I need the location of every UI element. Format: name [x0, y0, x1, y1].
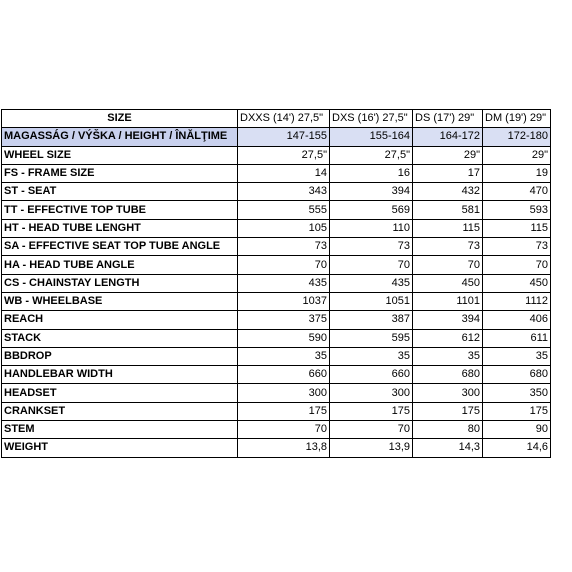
table-row — [2, 274, 551, 292]
cell-value: 300 — [238, 384, 330, 402]
table-row — [2, 329, 551, 347]
table-row — [2, 421, 551, 439]
cell-value: 450 — [413, 274, 483, 292]
cell-value: 595 — [330, 329, 413, 347]
row-label: FS - FRAME SIZE — [2, 164, 238, 182]
cell-value: 90 — [483, 421, 551, 439]
cell-value: 1051 — [330, 292, 413, 310]
cell-value: 19 — [483, 164, 551, 182]
table-row — [2, 238, 551, 256]
cell-value: 80 — [413, 421, 483, 439]
cell-value: 406 — [483, 311, 551, 329]
row-label: WEIGHT — [2, 439, 238, 457]
cell-value: 175 — [330, 402, 413, 420]
cell-value: 35 — [483, 347, 551, 365]
cell-value: 175 — [413, 402, 483, 420]
cell-value: 115 — [483, 219, 551, 237]
cell-value: 35 — [238, 347, 330, 365]
table-row — [2, 201, 551, 219]
geometry-table — [1, 109, 551, 458]
cell-value: 612 — [413, 329, 483, 347]
table-row — [2, 292, 551, 310]
cell-value: 172-180 — [483, 128, 551, 146]
cell-value: 470 — [483, 183, 551, 201]
cell-value: 147-155 — [238, 128, 330, 146]
row-label: STEM — [2, 421, 238, 439]
cell-value: 300 — [330, 384, 413, 402]
size-column-header: DM (19') 29" — [483, 110, 551, 128]
cell-value: 14,3 — [413, 439, 483, 457]
cell-value: 660 — [330, 366, 413, 384]
cell-value: 1101 — [413, 292, 483, 310]
cell-value: 13,9 — [330, 439, 413, 457]
cell-value: 73 — [330, 238, 413, 256]
cell-value: 432 — [413, 183, 483, 201]
table-row — [2, 219, 551, 237]
cell-value: 16 — [330, 164, 413, 182]
cell-value: 394 — [330, 183, 413, 201]
table-row — [2, 256, 551, 274]
row-label: HANDLEBAR WIDTH — [2, 366, 238, 384]
cell-value: 343 — [238, 183, 330, 201]
cell-value: 73 — [483, 238, 551, 256]
row-label: REACH — [2, 311, 238, 329]
table-row — [2, 347, 551, 365]
cell-value: 593 — [483, 201, 551, 219]
size-column-header: DS (17') 29" — [413, 110, 483, 128]
row-label: MAGASSÁG / VÝŠKA / HEIGHT / ÎNĂLŢIME — [2, 128, 238, 146]
cell-value: 73 — [413, 238, 483, 256]
cell-value: 73 — [238, 238, 330, 256]
table-row — [2, 164, 551, 182]
row-label: TT - EFFECTIVE TOP TUBE — [2, 201, 238, 219]
cell-value: 14 — [238, 164, 330, 182]
cell-value: 115 — [413, 219, 483, 237]
cell-value: 155-164 — [330, 128, 413, 146]
cell-value: 35 — [413, 347, 483, 365]
cell-value: 70 — [238, 256, 330, 274]
cell-value: 387 — [330, 311, 413, 329]
size-column-header: DXXS (14') 27,5" — [238, 110, 330, 128]
row-label: WHEEL SIZE — [2, 146, 238, 164]
row-label: HEADSET — [2, 384, 238, 402]
table-row — [2, 402, 551, 420]
table-row — [2, 366, 551, 384]
cell-value: 435 — [330, 274, 413, 292]
table-row — [2, 128, 551, 146]
cell-value: 70 — [330, 421, 413, 439]
cell-value: 1037 — [238, 292, 330, 310]
cell-value: 300 — [413, 384, 483, 402]
cell-value: 29" — [483, 146, 551, 164]
cell-value: 175 — [483, 402, 551, 420]
row-label: HT - HEAD TUBE LENGHT — [2, 219, 238, 237]
cell-value: 611 — [483, 329, 551, 347]
row-label: ST - SEAT — [2, 183, 238, 201]
cell-value: 394 — [413, 311, 483, 329]
row-label: WB - WHEELBASE — [2, 292, 238, 310]
cell-value: 175 — [238, 402, 330, 420]
cell-value: 70 — [413, 256, 483, 274]
cell-value: 435 — [238, 274, 330, 292]
row-label: CS - CHAINSTAY LENGTH — [2, 274, 238, 292]
table-row — [2, 183, 551, 201]
table-body — [2, 128, 551, 457]
cell-value: 14,6 — [483, 439, 551, 457]
row-label: CRANKSET — [2, 402, 238, 420]
cell-value: 29" — [413, 146, 483, 164]
row-label: HA - HEAD TUBE ANGLE — [2, 256, 238, 274]
cell-value: 110 — [330, 219, 413, 237]
row-label: SA - EFFECTIVE SEAT TOP TUBE ANGLE — [2, 238, 238, 256]
cell-value: 70 — [483, 256, 551, 274]
cell-value: 680 — [413, 366, 483, 384]
cell-value: 555 — [238, 201, 330, 219]
row-label: STACK — [2, 329, 238, 347]
table-row — [2, 384, 551, 402]
cell-value: 13,8 — [238, 439, 330, 457]
cell-value: 660 — [238, 366, 330, 384]
table-row — [2, 311, 551, 329]
table-row — [2, 146, 551, 164]
cell-value: 70 — [330, 256, 413, 274]
cell-value: 350 — [483, 384, 551, 402]
cell-value: 590 — [238, 329, 330, 347]
cell-value: 17 — [413, 164, 483, 182]
cell-value: 680 — [483, 366, 551, 384]
cell-value: 450 — [483, 274, 551, 292]
cell-value: 1112 — [483, 292, 551, 310]
cell-value: 164-172 — [413, 128, 483, 146]
cell-value: 105 — [238, 219, 330, 237]
table-header-row — [2, 110, 551, 128]
cell-value: 375 — [238, 311, 330, 329]
size-header: SIZE — [2, 110, 238, 128]
cell-value: 27,5" — [238, 146, 330, 164]
table-row — [2, 439, 551, 457]
cell-value: 27,5" — [330, 146, 413, 164]
size-column-header: DXS (16') 27,5" — [330, 110, 413, 128]
cell-value: 70 — [238, 421, 330, 439]
cell-value: 35 — [330, 347, 413, 365]
cell-value: 569 — [330, 201, 413, 219]
row-label: BBDROP — [2, 347, 238, 365]
cell-value: 581 — [413, 201, 483, 219]
